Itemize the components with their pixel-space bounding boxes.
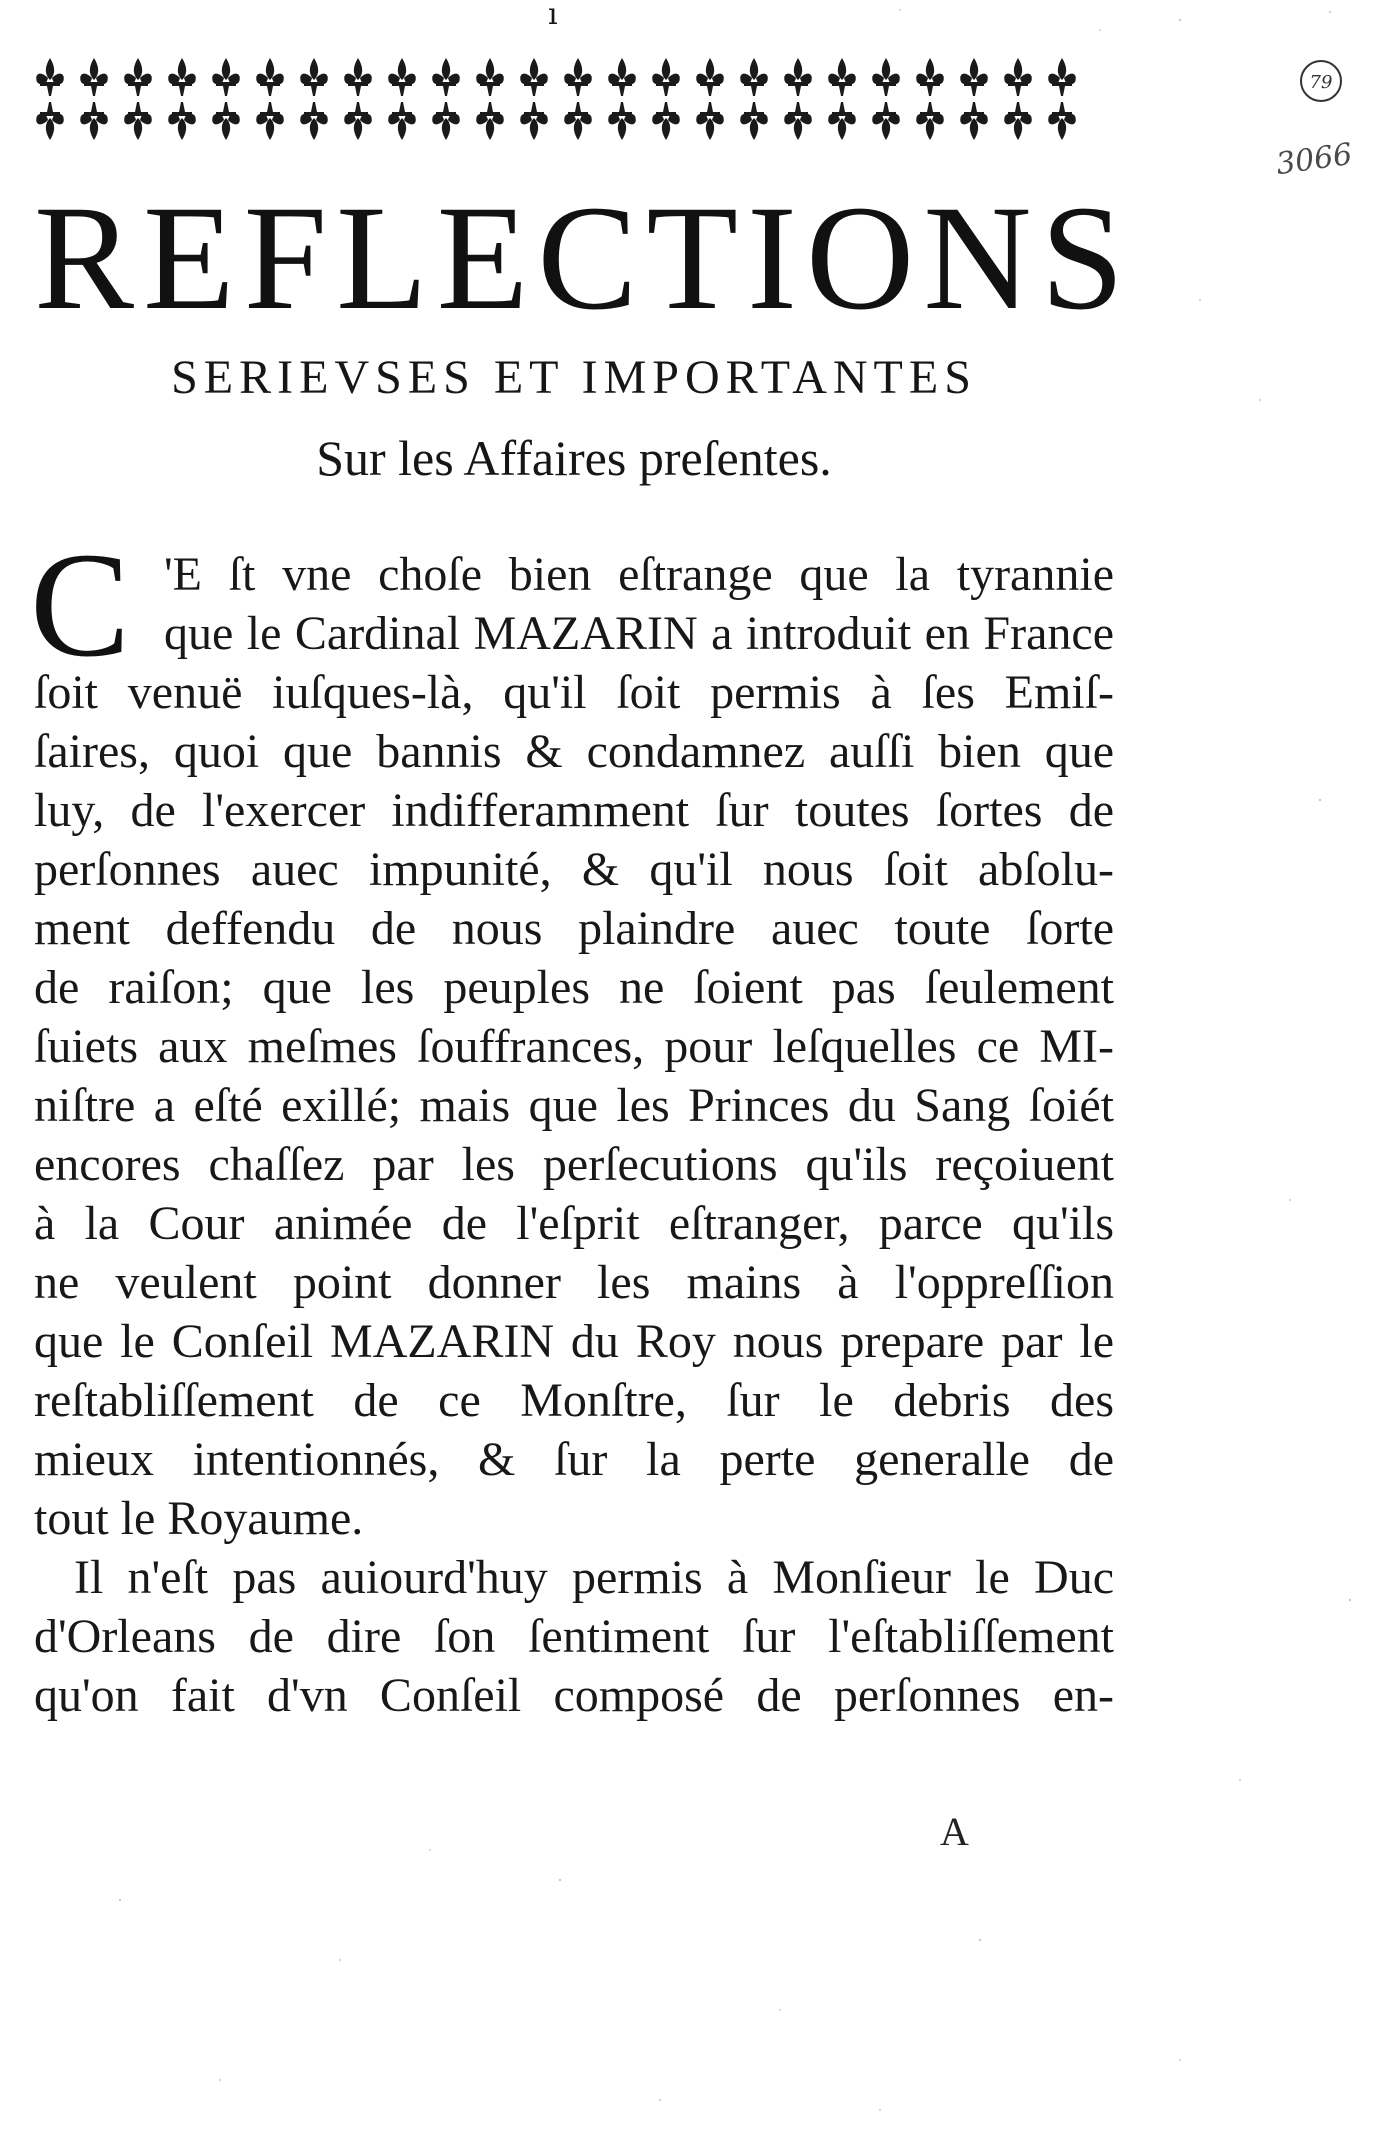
text-line: de raiſon; que les peuples ne ſoient pas ſeulement xyxy=(34,961,1114,1014)
page-top-mark: ı xyxy=(548,0,558,32)
drop-cap: C xyxy=(30,522,131,688)
text-line: reſtabliſſement de ce Monſtre, ſur le debris des xyxy=(34,1374,1114,1427)
text-line: luy, de l'exercer indifferamment ſur toutes ſortes de xyxy=(34,784,1114,837)
body-text xyxy=(34,545,1114,1725)
text-line: à la Cour animée de l'eſprit eſtranger, parce qu'ils xyxy=(34,1197,1114,1250)
text-line: 'E ſt vne choſe bien eſtrange que la tyrannie xyxy=(164,548,1114,601)
text-line: tout le Royaume. xyxy=(34,1492,364,1545)
text-line: encores chaſſez par les perſecutions qu'ils reçoiuent xyxy=(34,1138,1114,1191)
text-line: perſonnes auec impunité, & qu'il nous ſoit abſolu- xyxy=(34,843,1114,896)
shelfmark: 3066 xyxy=(1273,136,1355,183)
text-line: ſoit venuë iuſques-là, qu'il ſoit permis à ſes Emiſ- xyxy=(34,666,1114,719)
page-subheading: Sur les Affaires preſentes. xyxy=(316,430,832,486)
stamp-number: 79 xyxy=(1309,72,1333,93)
fleur-de-lis-ornament xyxy=(30,46,1110,146)
text-line: ment deffendu de nous plaindre auec toute ſorte xyxy=(34,902,1114,955)
page-title: REFLECTIONS xyxy=(34,175,1134,341)
text-line: que le Conſeil MAZARIN du Roy nous prepare par le xyxy=(34,1315,1114,1368)
library-stamp xyxy=(1298,58,1344,104)
text-line: ſuiets aux meſmes ſouffrances, pour leſquelles ce MI- xyxy=(34,1020,1114,1073)
text-line: ſaires, quoi que bannis & condamnez auſſi bien que xyxy=(34,725,1114,778)
text-line: ne veulent point donner les mains à l'oppreſſion xyxy=(34,1256,1114,1309)
text-line: que le Cardinal MAZARIN a introduit en France xyxy=(164,607,1114,660)
signature-mark: A xyxy=(940,1809,969,1854)
text-line: d'Orleans de dire ſon ſentiment ſur l'eſtabliſſement xyxy=(34,1610,1114,1663)
page-subtitle: SERIEVSES ET IMPORTANTES xyxy=(171,351,977,404)
text-line: Il n'eſt pas auiourd'huy permis à Monſieur le Duc xyxy=(74,1551,1114,1604)
text-line: qu'on fait d'vn Conſeil composé de perſonnes en- xyxy=(34,1669,1114,1722)
text-line: niſtre a eſté exillé; mais que les Princes du Sang ſoiét xyxy=(34,1079,1114,1132)
text-line: mieux intentionnés, & ſur la perte generalle de xyxy=(34,1433,1114,1486)
